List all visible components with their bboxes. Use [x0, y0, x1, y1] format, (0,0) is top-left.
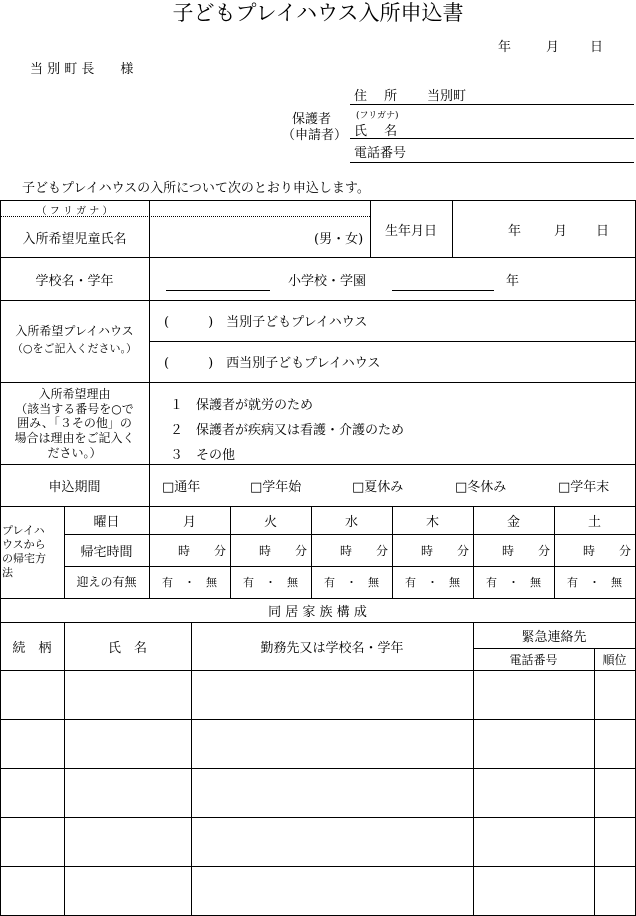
playhouse-option-touhetsu[interactable]: ( ) 当別子どもプレイハウス — [164, 315, 368, 330]
grade-suffix: 年 — [506, 274, 520, 289]
hour-mon: 時 — [178, 544, 191, 558]
day-thu: 木 — [425, 515, 439, 530]
address-label: 住 所 — [354, 89, 398, 104]
family-name-header: 氏 名 — [107, 641, 147, 656]
hour-thu: 時 — [421, 544, 434, 558]
pickup-wed[interactable]: 有 ・ 無 — [324, 576, 379, 589]
period-option-term-start[interactable]: □学年始 — [250, 480, 302, 495]
school-label: 学校名・学年 — [35, 274, 114, 289]
phone-line — [350, 162, 634, 163]
reason-note-3: 場合は理由をご記入く — [14, 431, 135, 445]
phone-label: 電話番号 — [354, 146, 407, 161]
family-row-3[interactable] — [1, 769, 634, 816]
period-option-all-year[interactable]: □通年 — [162, 480, 201, 495]
reason-note-2: 囲み、「３その他」の — [17, 416, 132, 430]
minute-fri: 分 — [538, 544, 551, 558]
return-time-label: 帰宅時間 — [80, 545, 133, 560]
hour-wed: 時 — [340, 544, 353, 558]
guardian-label: 保護者 — [292, 112, 332, 127]
birth-month: 月 — [554, 224, 568, 239]
guardian-furigana-label: (フリガナ) — [356, 111, 399, 121]
birthdate-label: 生年月日 — [384, 224, 437, 239]
minute-wed: 分 — [376, 544, 389, 558]
hour-sat: 時 — [583, 544, 596, 558]
day-tue: 火 — [263, 515, 277, 530]
day-mon: 月 — [182, 515, 196, 530]
minute-sat: 分 — [619, 544, 632, 558]
family-row-1[interactable] — [1, 671, 634, 718]
school-suffix: 小学校・学園 — [288, 274, 367, 289]
pickup-fri[interactable]: 有 ・ 無 — [486, 576, 541, 589]
playhouse-option-nishitouhetsu[interactable]: ( ) 西当別子どもプレイハウス — [164, 356, 381, 371]
family-row-4[interactable] — [1, 818, 634, 865]
reason-note-1: （該当する番号を○で — [15, 402, 134, 416]
family-section-title: 同 居 家 族 構 成 — [268, 605, 367, 620]
gender-field[interactable]: (男・女) — [314, 232, 364, 247]
family-row-5[interactable] — [1, 867, 634, 914]
page-title: 子どもプレイハウス入所申込書 — [172, 1, 464, 25]
period-label: 申込期間 — [48, 480, 101, 495]
relation-header: 続 柄 — [12, 641, 52, 656]
intro-text: 子どもプレイハウスの入所について次のとおり申込します。 — [22, 181, 370, 196]
pickup-mon[interactable]: 有 ・ 無 — [162, 576, 217, 589]
reason-item-1[interactable]: １ 保護者が就労のため — [170, 398, 314, 413]
address-value: 当別町 — [427, 89, 467, 104]
period-option-summer[interactable]: □夏休み — [352, 480, 404, 495]
emergency-contact-header: 緊急連絡先 — [521, 630, 587, 645]
child-name-label: 入所希望児童氏名 — [22, 232, 127, 247]
birth-year: 年 — [508, 224, 522, 239]
playhouse-note: （○をご記入ください。） — [11, 342, 138, 355]
date-year: 年 — [498, 40, 512, 55]
reason-item-3[interactable]: ３ その他 — [170, 448, 236, 463]
addressee: 当 別 町 長 様 — [30, 62, 134, 77]
return-method-label-4: 法 — [2, 566, 13, 579]
guardian-name-label: 氏 名 — [354, 124, 398, 139]
playhouse-label: 入所希望プレイハウス — [15, 324, 134, 338]
return-method-label-3: の帰宅方 — [2, 552, 46, 565]
period-option-winter[interactable]: □冬休み — [455, 480, 507, 495]
weekday-label: 曜日 — [93, 515, 120, 530]
pickup-sat[interactable]: 有 ・ 無 — [567, 576, 622, 589]
pickup-tue[interactable]: 有 ・ 無 — [243, 576, 298, 589]
name-line — [350, 138, 634, 139]
day-fri: 金 — [506, 515, 520, 530]
emergency-phone-header: 電話番号 — [509, 653, 558, 667]
reason-item-2[interactable]: ２ 保護者が疾病又は看護・介護のため — [170, 423, 405, 438]
emergency-order-header: 順位 — [602, 653, 627, 667]
period-option-term-end[interactable]: □学年末 — [558, 480, 610, 495]
reason-label: 入所希望理由 — [38, 387, 111, 401]
day-wed: 水 — [344, 515, 358, 530]
child-furigana-label: （ フ リ ガ ナ ） — [36, 206, 113, 217]
hour-tue: 時 — [259, 544, 272, 558]
reason-note-4: ださい。） — [47, 446, 102, 460]
workplace-header: 勤務先又は学校名・学年 — [260, 641, 404, 656]
pickup-label: 迎えの有無 — [76, 575, 137, 589]
hour-fri: 時 — [502, 544, 515, 558]
return-method-label-1: プレイハ — [2, 524, 45, 537]
pickup-thu[interactable]: 有 ・ 無 — [405, 576, 460, 589]
day-sat: 土 — [587, 515, 601, 530]
address-line — [350, 104, 634, 105]
date-day: 日 — [590, 40, 604, 55]
minute-thu: 分 — [457, 544, 470, 558]
form-top-border — [0, 200, 635, 201]
applicant-label: （申請者） — [282, 128, 348, 143]
birth-day: 日 — [596, 224, 610, 239]
family-row-2[interactable] — [1, 720, 634, 767]
grade-field[interactable] — [392, 290, 494, 291]
minute-mon: 分 — [214, 544, 227, 558]
return-method-label-2: ウスから — [2, 538, 46, 551]
date-month: 月 — [546, 40, 560, 55]
minute-tue: 分 — [295, 544, 308, 558]
school-name-field[interactable] — [166, 290, 270, 291]
